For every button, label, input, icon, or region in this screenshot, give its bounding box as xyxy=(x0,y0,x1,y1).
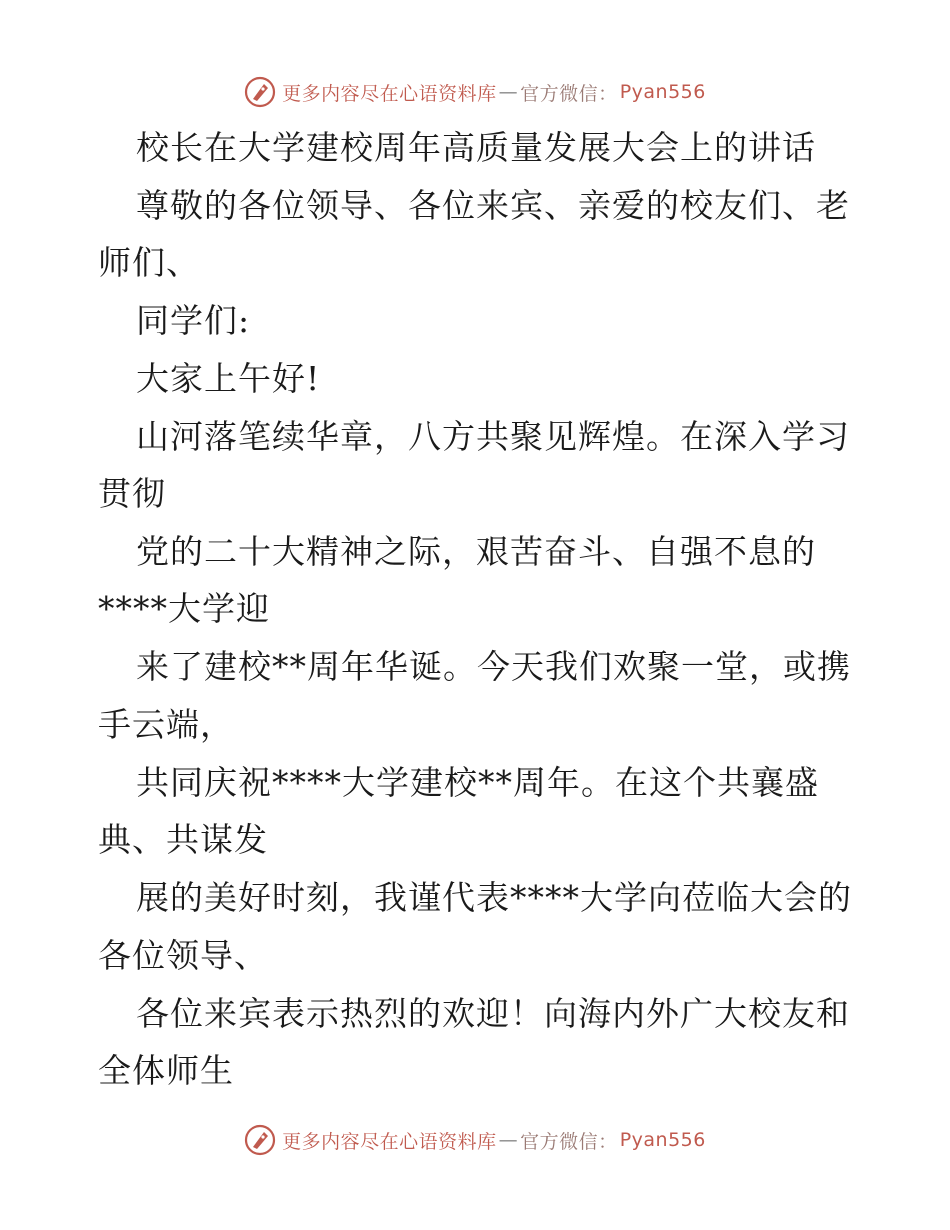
greeting-line: 大家上午好! xyxy=(136,359,321,398)
watermark-separator: — xyxy=(498,1129,519,1151)
paragraph-line: 全体师生 xyxy=(98,1051,234,1090)
watermark-separator: — xyxy=(498,81,519,103)
salutation-line: 同学们: xyxy=(136,301,251,340)
pen-nib-logo-icon xyxy=(244,1124,276,1156)
paragraph-line: 贯彻 xyxy=(98,474,166,513)
salutation-line: 尊敬的各位领导、各位来宾、亲爱的校友们、老 xyxy=(136,186,850,225)
watermark-text: 更多内容尽在心语资料库 xyxy=(282,1130,497,1153)
watermark-wechat-label: 官方微信： xyxy=(520,1130,618,1153)
document-title: 校长在大学建校周年高质量发展大会上的讲话 xyxy=(136,128,816,167)
footer-watermark xyxy=(0,1120,950,1160)
paragraph-line: 各位来宾表示热烈的欢迎！向海内外广大校友和 xyxy=(136,994,850,1033)
header-watermark xyxy=(0,72,950,112)
watermark-wechat-id: Pyan556 xyxy=(619,81,706,103)
watermark-text: 更多内容尽在心语资料库 xyxy=(282,82,497,105)
paragraph-line: 手云端， xyxy=(98,705,234,744)
salutation-line: 师们、 xyxy=(98,243,200,282)
paragraph-line: 共同庆祝****大学建校**周年。在这个共襄盛 xyxy=(136,763,819,802)
paragraph-line: 展的美好时刻，我谨代表****大学向莅临大会的 xyxy=(136,878,852,917)
paragraph-line: 各位领导、 xyxy=(98,936,268,975)
paragraph-line: 山河落笔续华章，八方共聚见辉煌。在深入学习 xyxy=(136,417,850,456)
paragraph-line: 党的二十大精神之际，艰苦奋斗、自强不息的 xyxy=(136,532,816,571)
pen-nib-logo-icon xyxy=(244,76,276,108)
paragraph-line: 来了建校**周年华诞。今天我们欢聚一堂，或携 xyxy=(136,647,851,686)
watermark-wechat-label: 官方微信： xyxy=(520,82,618,105)
watermark-wechat-id: Pyan556 xyxy=(619,1129,706,1151)
paragraph-line: 典、共谋发 xyxy=(98,820,268,859)
paragraph-line: ****大学迎 xyxy=(98,589,270,628)
